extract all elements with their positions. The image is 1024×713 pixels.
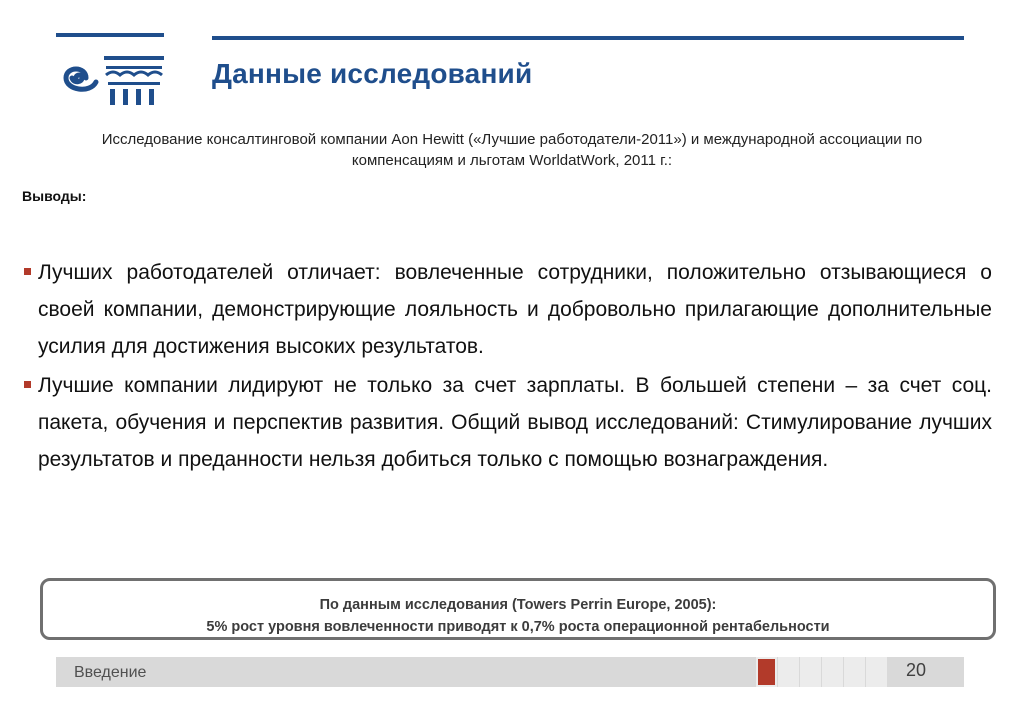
conclusion-text: Лучшие компании лидируют не только за счет зарплаты. В большей степени – за счет соц. пакета, обучения и перспектив развития. Общий вывод исследований: Стимулирование лучших результатов и преданности нельзя добиться только с помощью вознаграждения. bbox=[38, 374, 992, 471]
square-bullet-icon bbox=[24, 268, 31, 275]
progress-segment bbox=[822, 657, 843, 687]
conclusion-item bbox=[24, 254, 992, 365]
conclusions-heading: Выводы: bbox=[22, 188, 87, 204]
progress-segment bbox=[866, 657, 887, 687]
progress-segment bbox=[844, 657, 865, 687]
progress-segment-active bbox=[756, 657, 777, 687]
study-description: Исследование консалтинговой компании Aon Hewitt («Лучшие работодатели-2011») и международной ассоциации по компенсациям и льготам WorldatWork, 2011 г.: bbox=[101, 131, 923, 169]
header-rule-left bbox=[56, 33, 164, 37]
progress-segment bbox=[800, 657, 821, 687]
conclusion-text: Лучших работодателей отличает: вовлеченные сотрудники, положительно отзывающиеся о своей компании, демонстрирующие лояльность и добровольно прилагающие дополнительные усилия для достижения высоких результатов. bbox=[38, 261, 992, 358]
progress-segment bbox=[778, 657, 799, 687]
page-number: 20 bbox=[906, 660, 927, 680]
square-bullet-icon bbox=[24, 381, 31, 388]
research-callout-box bbox=[40, 578, 996, 640]
conclusion-item bbox=[24, 367, 992, 478]
callout-finding: 5% рост уровня вовлеченности приводят к 0,7% роста операционной рентабельности bbox=[206, 619, 830, 635]
footer-section-label: Введение bbox=[74, 664, 147, 681]
callout-source: По данным исследования (Towers Perrin Europe, 2005): bbox=[319, 597, 717, 613]
slide-progress-indicator bbox=[756, 657, 888, 687]
page-title: Данные исследований bbox=[212, 58, 533, 89]
company-logo-icon bbox=[56, 44, 168, 108]
conclusions-list bbox=[24, 254, 992, 478]
header-rule-right bbox=[212, 36, 964, 40]
